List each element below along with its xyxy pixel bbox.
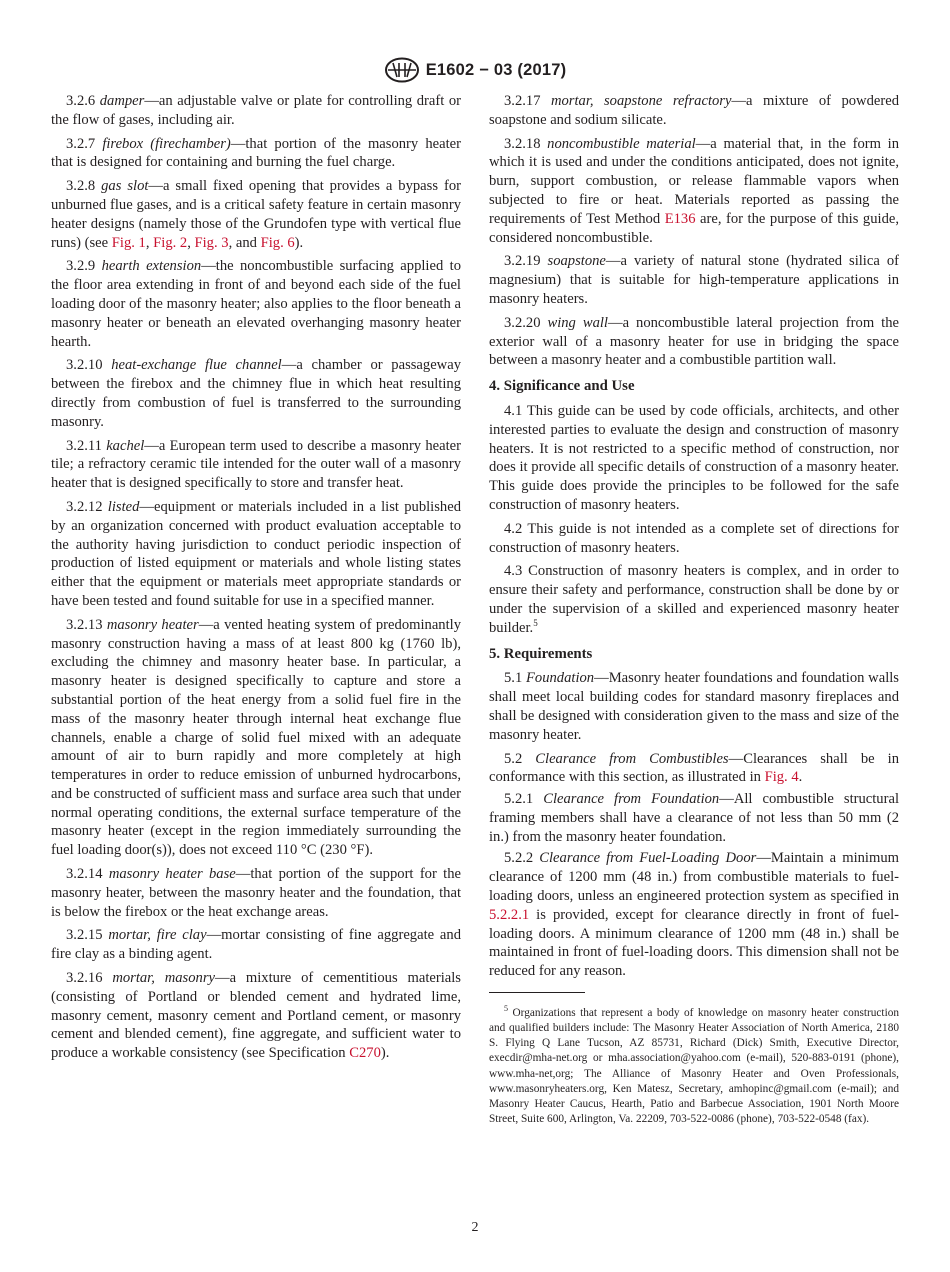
definition-3-2-11: 3.2.11 kachel—a European term used to describe a masonry heater tile; a refractory ceramic tile intended for the outer wall of a masonry heater that is designed specifically to store and transfer heat.: [51, 437, 461, 492]
section-5-2-2-1-link[interactable]: 5.2.2.1: [489, 906, 530, 923]
definition-3-2-6: 3.2.6 damper—an adjustable valve or plate for controlling draft or the flow of gases, including air.: [51, 93, 462, 128]
definition-3-2-15: 3.2.15 mortar, fire clay—mortar consisting of fine aggregate and fire clay as a binding agent.: [51, 927, 462, 963]
definition-3-2-19: 3.2.19 soapstone—a variety of natural stone (hydrated silica of magnesium) that is suitable for high-temperature applications in masonry heaters.: [489, 253, 899, 307]
paragraph-5-1: 5.1 Foundation—Masonry heater foundations and foundation walls shall meet local building codes for standard masonry fireplaces and shall be designed with consideration given to the mass and size of the masonry heater.: [489, 670, 899, 743]
definition-3-2-10: 3.2.10 heat-exchange flue channel—a chamber or passageway between the firebox and the chimney flue in which heat resulting directly from combustion of fuel is transferred to the surrounding masonry.: [51, 357, 461, 430]
definition-3-2-9: 3.2.9 hearth extension—the noncombustible surfacing applied to the floor area extending in front of and beyond each side of the fuel loading door of the masonry heater; also applies to the floor beneath a masonry heater or beneath an elevated overhanging masonry heater hearth.: [51, 258, 461, 350]
astm-logo-icon: [384, 57, 420, 83]
section-5-heading: 5. Requirements: [489, 645, 593, 662]
paragraph-4-2: 4.2 This guide is not intended as a complete set of directions for construction of masonry heaters.: [489, 520, 899, 556]
fig-3-link[interactable]: Fig. 3: [194, 234, 229, 251]
e136-link[interactable]: E136: [664, 210, 696, 227]
fig-4-link[interactable]: Fig. 4: [764, 769, 799, 786]
paragraph-5-2: 5.2 Clearance from Combustibles—Clearances shall be in conformance with this section, as illustrated in Fig. 4.: [489, 750, 899, 786]
section-4-heading: 4. Significance and Use: [489, 378, 635, 395]
paragraph-5-2-2: 5.2.2 Clearance from Fuel-Loading Door—Maintain a minimum clearance of 1200 mm (48 in.) from combustible materials to fuel-loading doors, unless an engineered protection system as specified in 5.2.2.1 is provided, except for clearance directly in front of fuel-loading doors. A minimum clearance of 1200 mm (48 in.) shall be maintained in front of fuel-loading doors. This dimension shall not be reduced for any reason.: [489, 850, 899, 980]
definition-3-2-12: 3.2.12 listed—equipment or materials included in a list published by an organization concerned with product evaluation acceptable to the authority having jurisdiction to conduct periodic inspection of production of listed equipment or materials and whole listing states either that the equipment or materials meet appropriate standards or have been tested and found suitable for use in a specified manner.: [51, 498, 461, 609]
page-number: 2: [471, 1220, 479, 1235]
paragraph-4-3: 4.3 Construction of masonry heaters is complex, and in order to ensure their safety and performance, construction shall be done by or under the supervision of a skilled and experienced masonry heater builder.$^5$: [489, 563, 899, 636]
definition-3-2-13: 3.2.13 masonry heater—a vented heating system of predominantly masonry construction having a mass of at least 800 kg (1760 lb), excluding the chimney and masonry heater base. In particular, a masonry heater is designed specifically to capture and store a substantial portion of the heat energy from a solid fuel fire in the mass of the masonry heater through internal heat exchange flue channels, enable a charge of solid fuel mixed with an adequate amount of air to burn rapidly and more completely at high temperatures in order to reduce emission of unburned hydrocarbons, and be constructed of sufficient mass and surface area such that under normal operating conditions, the external surface temperature of the masonry heater (except in the region immediately surrounding the fuel loading door(s)), does not exceed 110 °C (230 °F).: [51, 616, 461, 859]
c270-link[interactable]: C270: [349, 1045, 381, 1062]
definition-3-2-18: 3.2.18 noncombustible material—a material that, in the form in which it is used and under the conditions anticipated, does not ignite, burn, support combustion, or release flammable vapors when subjected to fire or heat. Materials reported as passing the requirements of Test Method E136 are, for the purpose of this guide, considered noncombustible.: [489, 135, 899, 246]
definition-3-2-20: 3.2.20 wing wall—a noncombustible lateral projection from the exterior wall of a masonry heater for use in bridging the space between a masonry heater and a combustible partition wall.: [489, 314, 899, 369]
left-column: [51, 92, 461, 1068]
fig-1-link[interactable]: Fig. 1: [111, 234, 146, 251]
footnote-5: $^5$ Organizations that represent a body of knowledge on masonry heater construction and qualified builders include: The Masonry Heater Association of North America, 2180 S. Flying Q Lane Tucson, AZ 85731, Richard (Dick) Smith, Executive Director, execdir@mha-net.org or mha.association@yahoo.com (e-mail), 520-883-0191 (phone), www.mha-net,org; The Alliance of Masonry Heater and Oven Professionals, www.masonryheaters.org, Ken Matesz, Secretary, amhopinc@gmail.com (e-mail); and Masonry Heater Caucus, Hearth, Patio and Barbecue Association, 1901 North Moore Street, Suite 600, Arlington, Va. 22209, 703-522-0086 (phone), 703-522-0548 (fax).: [489, 1004, 900, 1126]
definition-3-2-8: 3.2.8 gas slot—a small fixed opening that provides a bypass for unburned flue gases, and is a critical safety feature in certain masonry heater designs (namely those of the Grundofen type with vertical flue runs) (see Fig. 1, Fig. 2, Fig. 3, and Fig. 6).: [51, 178, 461, 251]
definition-3-2-14: 3.2.14 masonry heater base—that portion of the support for the masonry heater, between the masonry heater and the foundation, that is below the firebox or the heat exchange areas.: [51, 866, 461, 920]
definition-3-2-7: 3.2.7 firebox (firechamber)—that portion of the masonry heater that is designed for containing and burning the fuel charge.: [51, 135, 462, 171]
right-column: [489, 92, 899, 1127]
document-id: E1602 − 03 (2017): [425, 60, 567, 79]
footnote-divider: [489, 992, 585, 993]
fig-2-link[interactable]: Fig. 2: [153, 234, 188, 251]
paragraph-4-1: 4.1 This guide can be used by code officials, architects, and other interested parties to evaluate the design and construction of masonry heaters. It is not restricted to a specific method of construction, nor does it provide all specific details of construction of a masonry heater. This guide does provide the principles to be followed for the safe construction of masonry heaters.: [489, 402, 899, 513]
definition-3-2-17: 3.2.17 mortar, soapstone refractory—a mixture of powdered soapstone and sodium silicate.: [489, 93, 899, 128]
page-header: [0, 57, 950, 83]
paragraph-5-2-1: 5.2.1 Clearance from Foundation—All combustible structural framing members shall have a clearance of not less than 50 mm (2 in.) from the masonry heater foundation.: [489, 791, 899, 845]
fig-6-link[interactable]: Fig. 6: [260, 234, 295, 251]
footnote-5-marker[interactable]: 5: [533, 617, 538, 628]
definition-3-2-16: 3.2.16 mortar, masonry—a mixture of cementitious materials (consisting of Portland or blended cement and hydrated lime, masonry cement, masonry cement and Portland cement, or masonry cement and blended cement), fine aggregate, and sufficient water to produce a workable consistency (see Specification C270).: [51, 970, 461, 1062]
